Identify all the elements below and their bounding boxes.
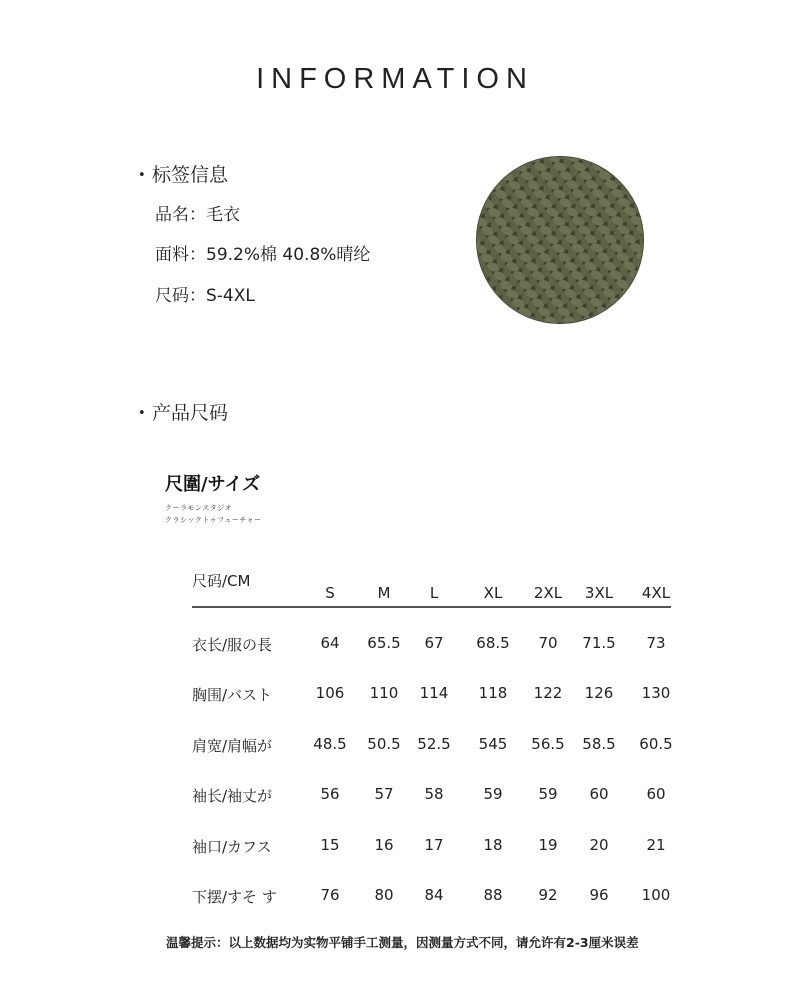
row-label: 肩宽/肩幅が — [192, 737, 273, 755]
row-label: 袖口/カフス — [192, 838, 272, 856]
table-cell: 50.5 — [367, 735, 401, 753]
table-cell: 17 — [424, 836, 444, 854]
table-cell: 19 — [538, 836, 558, 854]
size-label-subtitle-1: クーラモンスタジオ — [165, 504, 233, 512]
table-cell: 59 — [483, 785, 503, 803]
table-cell: 84 — [424, 886, 444, 904]
table-cell: 15 — [320, 836, 340, 854]
table-cell: 110 — [369, 684, 399, 702]
column-header-l: L — [429, 584, 439, 602]
table-cell: 58 — [424, 785, 444, 803]
fabric-composition-line: 面料：59.2%棉 40.8%晴纶 — [155, 245, 371, 265]
table-cell: 96 — [589, 886, 609, 904]
product-size-heading — [138, 398, 228, 425]
measurement-footnote: 温馨提示：以上数据均为实物平铺手工测量，因测量方式不同，请允许有2-3厘米误差 — [166, 935, 639, 950]
table-cell: 122 — [533, 684, 563, 702]
table-cell: 130 — [641, 684, 671, 702]
table-cell: 67 — [424, 634, 444, 652]
table-cell: 60.5 — [639, 735, 673, 753]
table-cell: 73 — [646, 634, 666, 652]
table-cell: 58.5 — [582, 735, 616, 753]
size-table-unit-label: 尺码/CM — [192, 572, 251, 590]
page-title: INFORMATION — [256, 63, 534, 96]
product-name-line: 品名：毛衣 — [155, 205, 240, 225]
table-cell: 118 — [478, 684, 508, 702]
table-cell: 114 — [419, 684, 449, 702]
table-cell: 57 — [374, 785, 394, 803]
bullet-icon: • — [138, 406, 146, 421]
column-header-4xl: 4XL — [641, 584, 671, 602]
table-cell: 80 — [374, 886, 394, 904]
column-header-2xl: 2XL — [533, 584, 563, 602]
row-label: 胸围/バスト — [192, 686, 273, 704]
column-header-xl: XL — [483, 584, 503, 602]
table-cell: 20 — [589, 836, 609, 854]
table-cell: 126 — [584, 684, 614, 702]
row-label: 衣长/服の長 — [192, 636, 273, 654]
table-cell: 76 — [320, 886, 340, 904]
row-label: 袖长/袖丈が — [192, 787, 273, 805]
column-header-s: S — [325, 584, 335, 602]
table-cell: 16 — [374, 836, 394, 854]
table-header-divider — [192, 606, 671, 608]
table-cell: 52.5 — [417, 735, 451, 753]
table-cell: 68.5 — [476, 634, 510, 652]
table-cell: 59 — [538, 785, 558, 803]
table-cell: 71.5 — [582, 634, 616, 652]
column-header-3xl: 3XL — [584, 584, 614, 602]
table-cell: 92 — [538, 886, 558, 904]
table-cell: 48.5 — [313, 735, 347, 753]
table-cell: 18 — [483, 836, 503, 854]
table-cell: 64 — [320, 634, 340, 652]
table-cell: 56 — [320, 785, 340, 803]
row-label: 下摆/すそ す — [192, 888, 277, 906]
knit-fabric-icon — [477, 157, 643, 323]
table-cell: 60 — [646, 785, 666, 803]
table-cell: 88 — [483, 886, 503, 904]
table-cell: 60 — [589, 785, 609, 803]
table-cell: 56.5 — [531, 735, 565, 753]
size-label-subtitle-2: クラシックトゥフューチャー — [165, 516, 262, 524]
knit-fabric-swatch-image — [476, 156, 644, 324]
table-cell: 100 — [641, 886, 671, 904]
table-cell: 70 — [538, 634, 558, 652]
table-cell: 545 — [478, 735, 508, 753]
table-cell: 106 — [315, 684, 345, 702]
product-size-heading-text: 产品尺码 — [152, 402, 229, 424]
bullet-icon: • — [138, 168, 146, 183]
table-cell: 65.5 — [367, 634, 401, 652]
size-label-block — [165, 470, 262, 526]
label-info-heading — [138, 160, 228, 187]
table-cell: 21 — [646, 836, 666, 854]
size-label-title: 尺圍/サイズ — [165, 474, 261, 495]
label-info-heading-text: 标签信息 — [152, 164, 229, 186]
size-range-line: 尺码：S-4XL — [155, 286, 255, 306]
column-header-m: M — [377, 584, 391, 602]
